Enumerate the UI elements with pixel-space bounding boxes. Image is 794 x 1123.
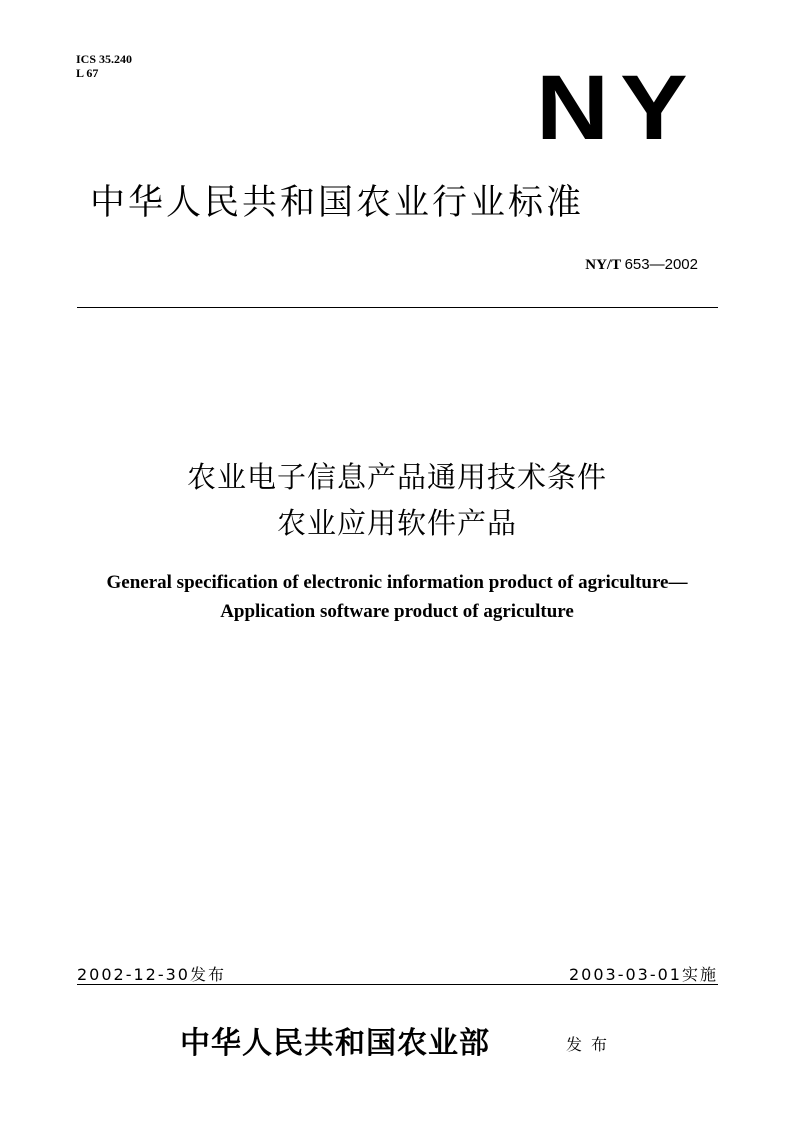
ccs-code: L 67 [76, 66, 99, 80]
chinese-title-line-1: 农业电子信息产品通用技术条件 [186, 460, 607, 494]
issue-date: 2002-12-30发布 [77, 965, 226, 984]
standard-number [585, 256, 698, 274]
english-title-line-1: General specification of electronic information product of agriculture— [106, 572, 688, 593]
implementation-date: 2003-03-01实施 [569, 965, 718, 984]
issue-label: 发布 [566, 1035, 617, 1054]
chinese-title-line-2: 农业应用软件产品 [276, 506, 517, 540]
english-title-line-2: Application software product of agriculture [220, 601, 574, 622]
standard-logo: NY [536, 57, 699, 159]
classification-codes [76, 52, 132, 80]
standard-type-title: 中华人民共和国农业行业标准 [90, 183, 585, 223]
standard-number-value: 653—2002 [624, 256, 698, 273]
standard-number-prefix: NY/T [585, 257, 621, 273]
issuing-authority: 中华人民共和国农业部 [180, 1026, 490, 1061]
footer-divider [77, 984, 718, 985]
header-divider [77, 307, 718, 308]
ics-code: ICS 35.240 [76, 52, 133, 66]
